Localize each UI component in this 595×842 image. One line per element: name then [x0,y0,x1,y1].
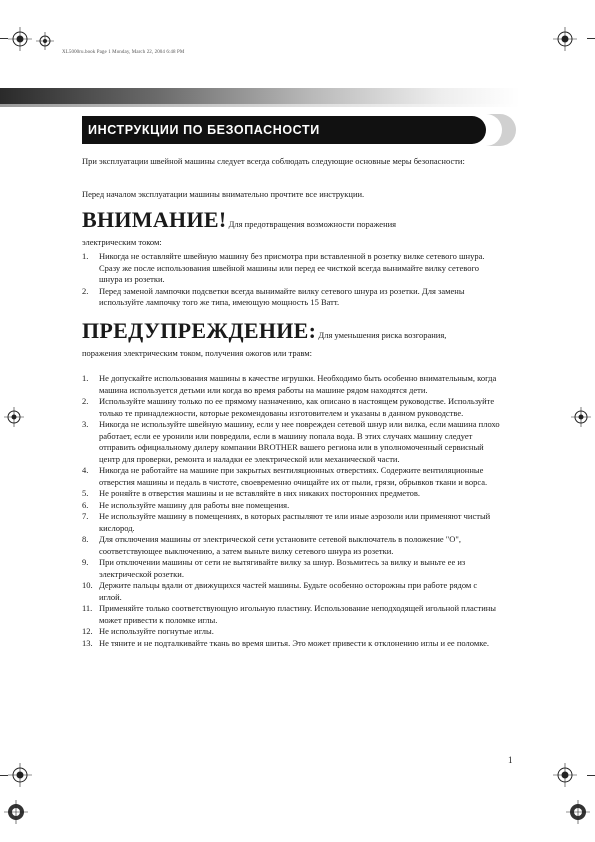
page-number: 1 [508,755,513,765]
registration-mark-mid-left-icon [4,407,24,427]
attention-lead-2: электрическим током: [82,237,162,247]
list-item: 12. Не используйте погнутые иглы. [82,626,214,636]
registration-mark-bottom-right-icon [553,763,577,787]
list-item: 10. Держите пальцы вдали от движущихся частей машины. Будьте особенно осторожны при работе рядом с иглой. [82,580,478,602]
crop-line [587,775,595,776]
list-item: 1. Не допускайте использования машины в качестве игрушки. Необходимо быть особенно внимательным, когда машина используется детьми или когда во время работы на машине рядом находятся дети. [82,373,497,395]
decorative-gradient-bar-thin [0,104,520,107]
list-item: 2. Используйте машину только по ее прямому назначению, как описано в настоящем руководстве. Используйте только те принадлежности, которые рекомендованы изготовителем и указаны в данном руководстве. [82,396,495,418]
list-item: 8. Для отключения машины от электрической сети установите сетевой выключатель в положение "О", соответствующее выключению, а затем выньте вилку сетевого шнура из розетки. [82,534,462,556]
registration-mark-top-left-icon [8,27,32,51]
list-item: 1. Никогда не оставляйте швейную машину без присмотра при вставленной в розетку вилке сетевого шнура. Сразу же после использования швейной машины или перед ее чисткой всегда вынимайте вилку сетевого шнура из розетки. [82,251,485,284]
crop-line [587,38,595,39]
read-note-text: Перед началом эксплуатации машины внимательно прочтите все инструкции. [82,189,365,199]
list-item: 6. Не используйте машину для работы вне помещения. [82,499,290,510]
attention-lead: Для предотвращения возможности поражения [226,219,397,229]
section-title: ИНСТРУКЦИИ ПО БЕЗОПАСНОСТИ [82,116,486,144]
attention-heading-line [82,207,502,237]
book-header-meta: XL5000ru.book Page 1 Monday, March 22, 2004 6:48 PM [62,50,185,55]
list-item: 9. При отключении машины от сети не вытягивайте вилку за шнур. Возьмитесь за вилку и выньте ее из электрической розетки. [82,557,466,579]
list-item: 3. Никогда не используйте швейную машину, если у нее поврежден сетевой шнур или вилка, если машина плохо работает, если ее уронили или повредили, если в машину попала вода. В этих случаях машину следует отправить официальному дилеру компании BROTHER вашего региона или в уполномоченный сервисный центр для проверки, ремонта и наладки ее электрической или механической части. [82,419,500,464]
crop-line [0,38,8,39]
warning-heading-line [82,317,502,349]
registration-mark-top-center-icon [36,32,54,50]
list-item: 11. Применяйте только соответствующую игольную пластину. Использование неподходящей игольной пластины может привести к поломке иглы. [82,603,497,625]
attention-heading: ВНИМАНИЕ! [82,207,227,232]
crop-line [0,775,8,776]
list-item: 13. Не тяните и не подталкивайте ткань во время шитья. Это может привести к отклонению иглы и ее поломке. [82,637,490,648]
registration-mark-corner-bottom-right-icon [566,800,590,824]
attention-list [82,251,502,309]
intro-text: При эксплуатации швейной машины следует всегда соблюдать следующие основные меры безопасности: [82,156,465,166]
warning-heading: ПРЕДУПРЕЖДЕНИЕ: [82,318,317,343]
registration-mark-bottom-left-icon [8,763,32,787]
list-item: 4. Никогда не работайте на машине при закрытых вентиляционных отверстиях. Содержите вентиляционные отверстия машины и педаль в чистоте, своевременно очищайте их от пыли, грязи, обрывков ткани и ворса. [82,465,488,487]
registration-mark-corner-bottom-left-icon [4,800,28,824]
list-item: 5. Не роняйте в отверстия машины и не вставляйте в них никаких посторонних предметов. [82,488,421,498]
list-item: 7. Не используйте машину в помещениях, в которых распыляют те или иные аэрозоли или применяют чистый кислород. [82,511,491,533]
warning-list [82,373,502,649]
decorative-gradient-bar [0,88,520,104]
registration-mark-mid-right-icon [571,407,591,427]
list-item: 2. Перед заменой лампочки подсветки всегда вынимайте вилку сетевого шнура из розетки. Для замены используйте лампочку того же типа, имеющую мощность 15 Ватт. [82,285,465,307]
registration-mark-top-right-icon [553,27,577,51]
warning-lead-2: поражения электрическим током, получения ожогов или травм: [82,348,312,358]
warning-lead: Для уменьшения риска возгорания, [316,330,447,340]
